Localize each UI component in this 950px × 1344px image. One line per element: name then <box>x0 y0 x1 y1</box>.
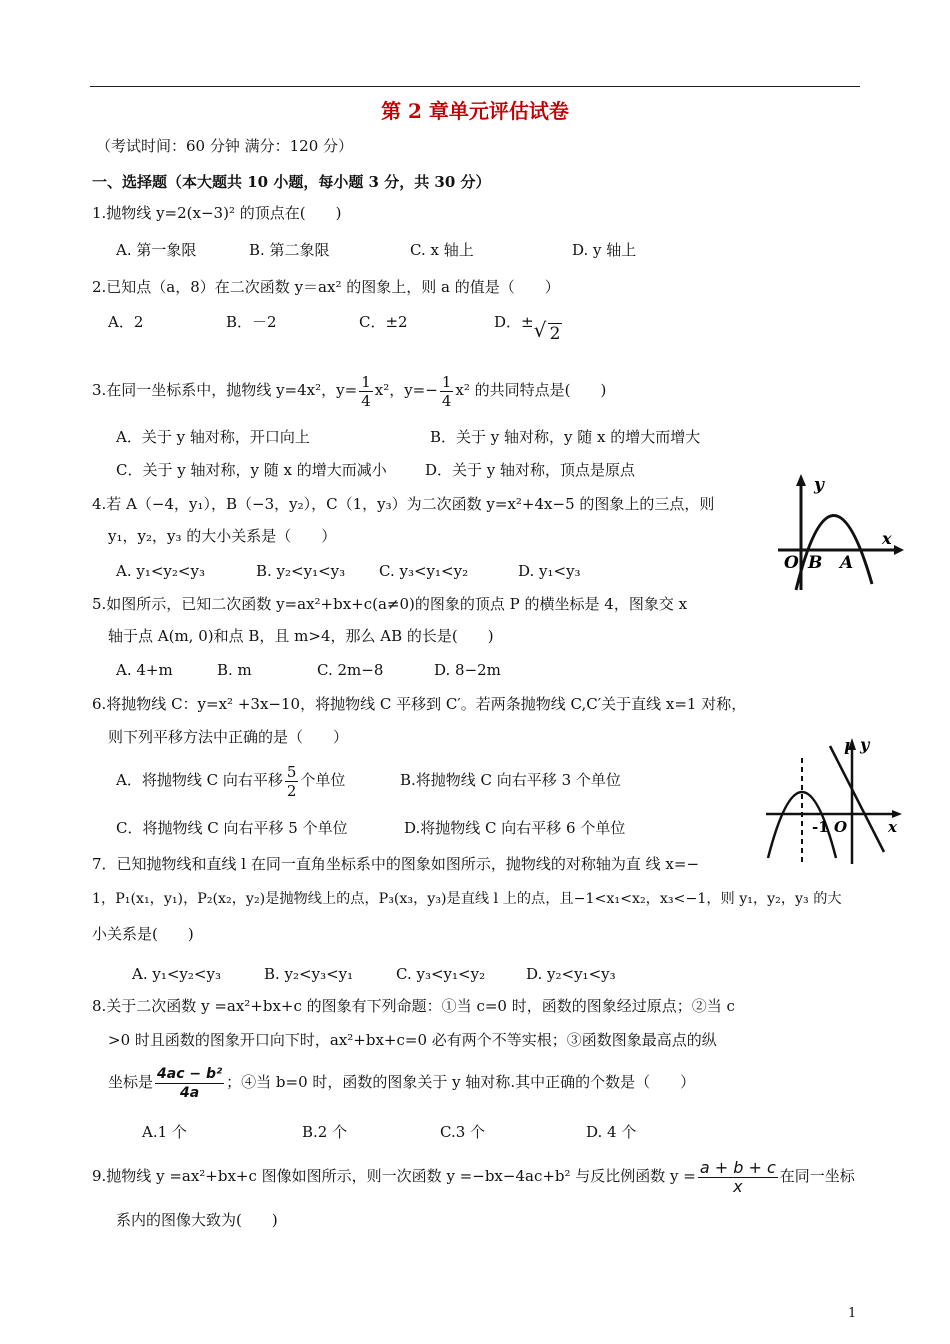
q8-line1: 8.关于二次函数 y =ax²+bx+c 的图象有下列命题：①当 c=0 时，函数的图象经过原点；②当 c <box>92 997 735 1015</box>
q6-option-a <box>116 760 345 800</box>
q6-option-a-text: A．将抛物线 C 向右平移 <box>116 771 283 789</box>
q7-option-a: A. y₁<y₂<y₃ <box>132 965 221 983</box>
q5-option-b: B. m <box>217 661 252 679</box>
fig2-x-arrow <box>892 810 902 818</box>
q7-line1: 7．已知抛物线和直线 l 在同一直角坐标系中的图象如图所示，抛物线的对称轴为直 线 x=− <box>92 855 700 873</box>
q8-option-b: B.2 个 <box>302 1123 348 1141</box>
q3-option-d: D．关于 y 轴对称，顶点是原点 <box>425 461 636 479</box>
q8-frac <box>155 1065 224 1102</box>
q6-option-a-frac <box>285 763 299 800</box>
header-rule <box>90 86 860 87</box>
q9-line2: 系内的图像大致为( ) <box>116 1211 278 1229</box>
q9-line1-pre: 9.抛物线 y =ax²+bx+c 图像如图所示，则一次函数 y =−bx−4ac+b² 与反比例函数 y = <box>92 1167 696 1185</box>
q3-option-b: B．关于 y 轴对称，y 随 x 的增大而增大 <box>430 428 701 446</box>
q7-line3: 小关系是( ) <box>92 925 194 943</box>
q9-line1-post: 在同一坐标 <box>779 1167 855 1185</box>
fig1-a-label: A <box>840 553 854 573</box>
q3-frac2-den: 4 <box>441 391 452 410</box>
q6-option-d: D.将抛物线 C 向右平移 6 个单位 <box>404 819 626 837</box>
fig2-x-label: x <box>888 818 897 836</box>
q8-line3 <box>108 1062 695 1102</box>
fig2-l-label: l <box>844 739 851 758</box>
q6-line1: 6.将抛物线 C：y=x² +3x−10，将抛物线 C 平移到 C′。若两条抛物线 C,C′关于直线 x=1 对称， <box>92 695 747 713</box>
q3-stem <box>92 370 606 410</box>
page-number: 1 <box>848 1306 857 1321</box>
q5-line2: 轴于点 A(m, 0)和点 B，且 m>4，那么 AB 的长是( ) <box>108 627 494 645</box>
q2-option-d-label: D．± <box>494 313 534 331</box>
q8-option-c: C.3 个 <box>440 1123 486 1141</box>
fig2-origin-label: O <box>834 818 848 836</box>
q1-option-c: C. x 轴上 <box>410 241 474 259</box>
q9-frac-num: a + b + c <box>699 1157 776 1177</box>
fig1-x-label: x <box>882 529 892 548</box>
q2-option-a: A．2 <box>108 313 144 331</box>
q4-option-b: B. y₂<y₁<y₃ <box>256 562 346 580</box>
q1-option-d: D. y 轴上 <box>572 241 637 259</box>
q6-frac-den: 2 <box>286 781 297 800</box>
page-title: 第 2 章单元评估试卷 <box>381 99 569 123</box>
fig2-line-l <box>830 746 884 852</box>
fig2-y-label: y <box>860 735 870 754</box>
q4-line2: y₁，y₂，y₃ 的大小关系是（ ） <box>108 527 337 545</box>
q3-option-a: A．关于 y 轴对称，开口向上 <box>116 428 310 446</box>
q6-line2: 则下列平移方法中正确的是（ ） <box>108 728 349 746</box>
q5-line1: 5.如图所示，已知二次函数 y=ax²+bx+c(a≠0)的图象的顶点 P 的横坐标是 4，图象交 x <box>92 595 688 613</box>
fig2-minus-one-label: -1 <box>812 818 829 836</box>
q6-option-c: C．将抛物线 C 向右平移 5 个单位 <box>116 819 348 837</box>
q3-option-c: C．关于 y 轴对称，y 随 x 的增大而减小 <box>116 461 387 479</box>
q7-option-c: C. y₃<y₁<y₂ <box>396 965 486 983</box>
q9-frac-den: x <box>733 1176 743 1196</box>
exam-meta: （考试时间：60 分钟 满分：120 分） <box>96 137 354 155</box>
q3-frac2-num: 1 <box>441 372 452 391</box>
q9-line1 <box>92 1154 855 1198</box>
sqrt-symbol: √ 2 <box>533 318 561 344</box>
q6-option-a-unit: 个单位 <box>300 771 346 789</box>
q4-option-d: D. y₁<y₃ <box>518 562 581 580</box>
q8-line3-post: ；④当 b=0 时，函数的图象关于 y 轴对称.其中正确的个数是（ ） <box>226 1073 696 1091</box>
q1-option-a: A. 第一象限 <box>116 241 197 259</box>
q8-line2: >0 时且函数的图象开口向下时，ax²+bx+c=0 必有两个不等实根；③函数图象最高点的纵 <box>108 1031 717 1049</box>
q7-line2: 1，P₁(x₁，y₁)，P₂(x₂，y₂)是抛物线上的点，P₃(x₃，y₃)是直线 l 上的点，且−1<x₁<x₂，x₃<−1，则 y₁，y₂，y₃ 的大 <box>92 891 842 907</box>
q5-option-c: C. 2m−8 <box>317 661 384 679</box>
fig1-y-label: y <box>814 475 824 495</box>
q9-frac <box>698 1159 778 1196</box>
q6-frac-num: 5 <box>286 762 297 781</box>
q4-option-c: C. y₃<y₁<y₂ <box>379 562 469 580</box>
q8-line3-pre: 坐标是 <box>108 1073 154 1091</box>
fig1-b-label: B <box>808 553 823 573</box>
q3-frac1-den: 4 <box>361 391 371 410</box>
fig1-y-arrow <box>796 474 806 486</box>
q8-frac-num: 4ac − b² <box>157 1065 223 1082</box>
q5-option-a: A. 4+m <box>116 661 173 679</box>
q5-option-d: D. 8−2m <box>434 661 501 679</box>
q3-frac1-num: 1 <box>361 372 371 391</box>
q2-option-c: C．±2 <box>359 313 408 331</box>
q3-stem-b: x²，y=− <box>374 381 438 399</box>
q7-option-b: B. y₂<y₃<y₁ <box>264 965 354 983</box>
q4-option-a: A. y₁<y₂<y₃ <box>116 562 205 580</box>
q2-stem: 2.已知点（a，8）在二次函数 y＝ax² 的图象上，则 a 的值是（ ） <box>92 278 560 296</box>
q8-option-a: A.1 个 <box>142 1123 187 1141</box>
q6-option-b: B.将抛物线 C 向右平移 3 个单位 <box>400 771 621 789</box>
q8-option-d: D. 4 个 <box>586 1123 637 1141</box>
q3-stem-a: 3.在同一坐标系中，抛物线 y=4x²，y= <box>92 381 358 399</box>
figure-parabola-line <box>764 734 910 868</box>
q8-frac-den: 4a <box>179 1084 200 1101</box>
q2-option-d <box>494 312 562 344</box>
q3-frac2 <box>440 373 454 410</box>
q1-stem: 1.抛物线 y=2(x−3)² 的顶点在( ) <box>92 204 342 222</box>
q4-line1: 4.若 A（−4，y₁），B（−3，y₂），C（1，y₃）为二次函数 y=x²+4x−5 的图象上的三点，则 <box>92 495 715 513</box>
sqrt-content: 2 <box>549 324 561 344</box>
q3-stem-c: x² 的共同特点是( ) <box>455 381 607 399</box>
figure-parabola-1 <box>774 472 904 594</box>
q7-option-d: D. y₂<y₁<y₃ <box>526 965 616 983</box>
fig1-origin-label: O <box>784 553 799 573</box>
section-heading: 一、选择题（本大题共 10 小题，每小题 3 分，共 30 分） <box>92 173 491 191</box>
q2-option-b: B．－2 <box>226 313 277 331</box>
q3-frac1 <box>359 373 373 410</box>
fig1-x-arrow <box>894 545 904 555</box>
q1-option-b: B. 第二象限 <box>249 241 330 259</box>
